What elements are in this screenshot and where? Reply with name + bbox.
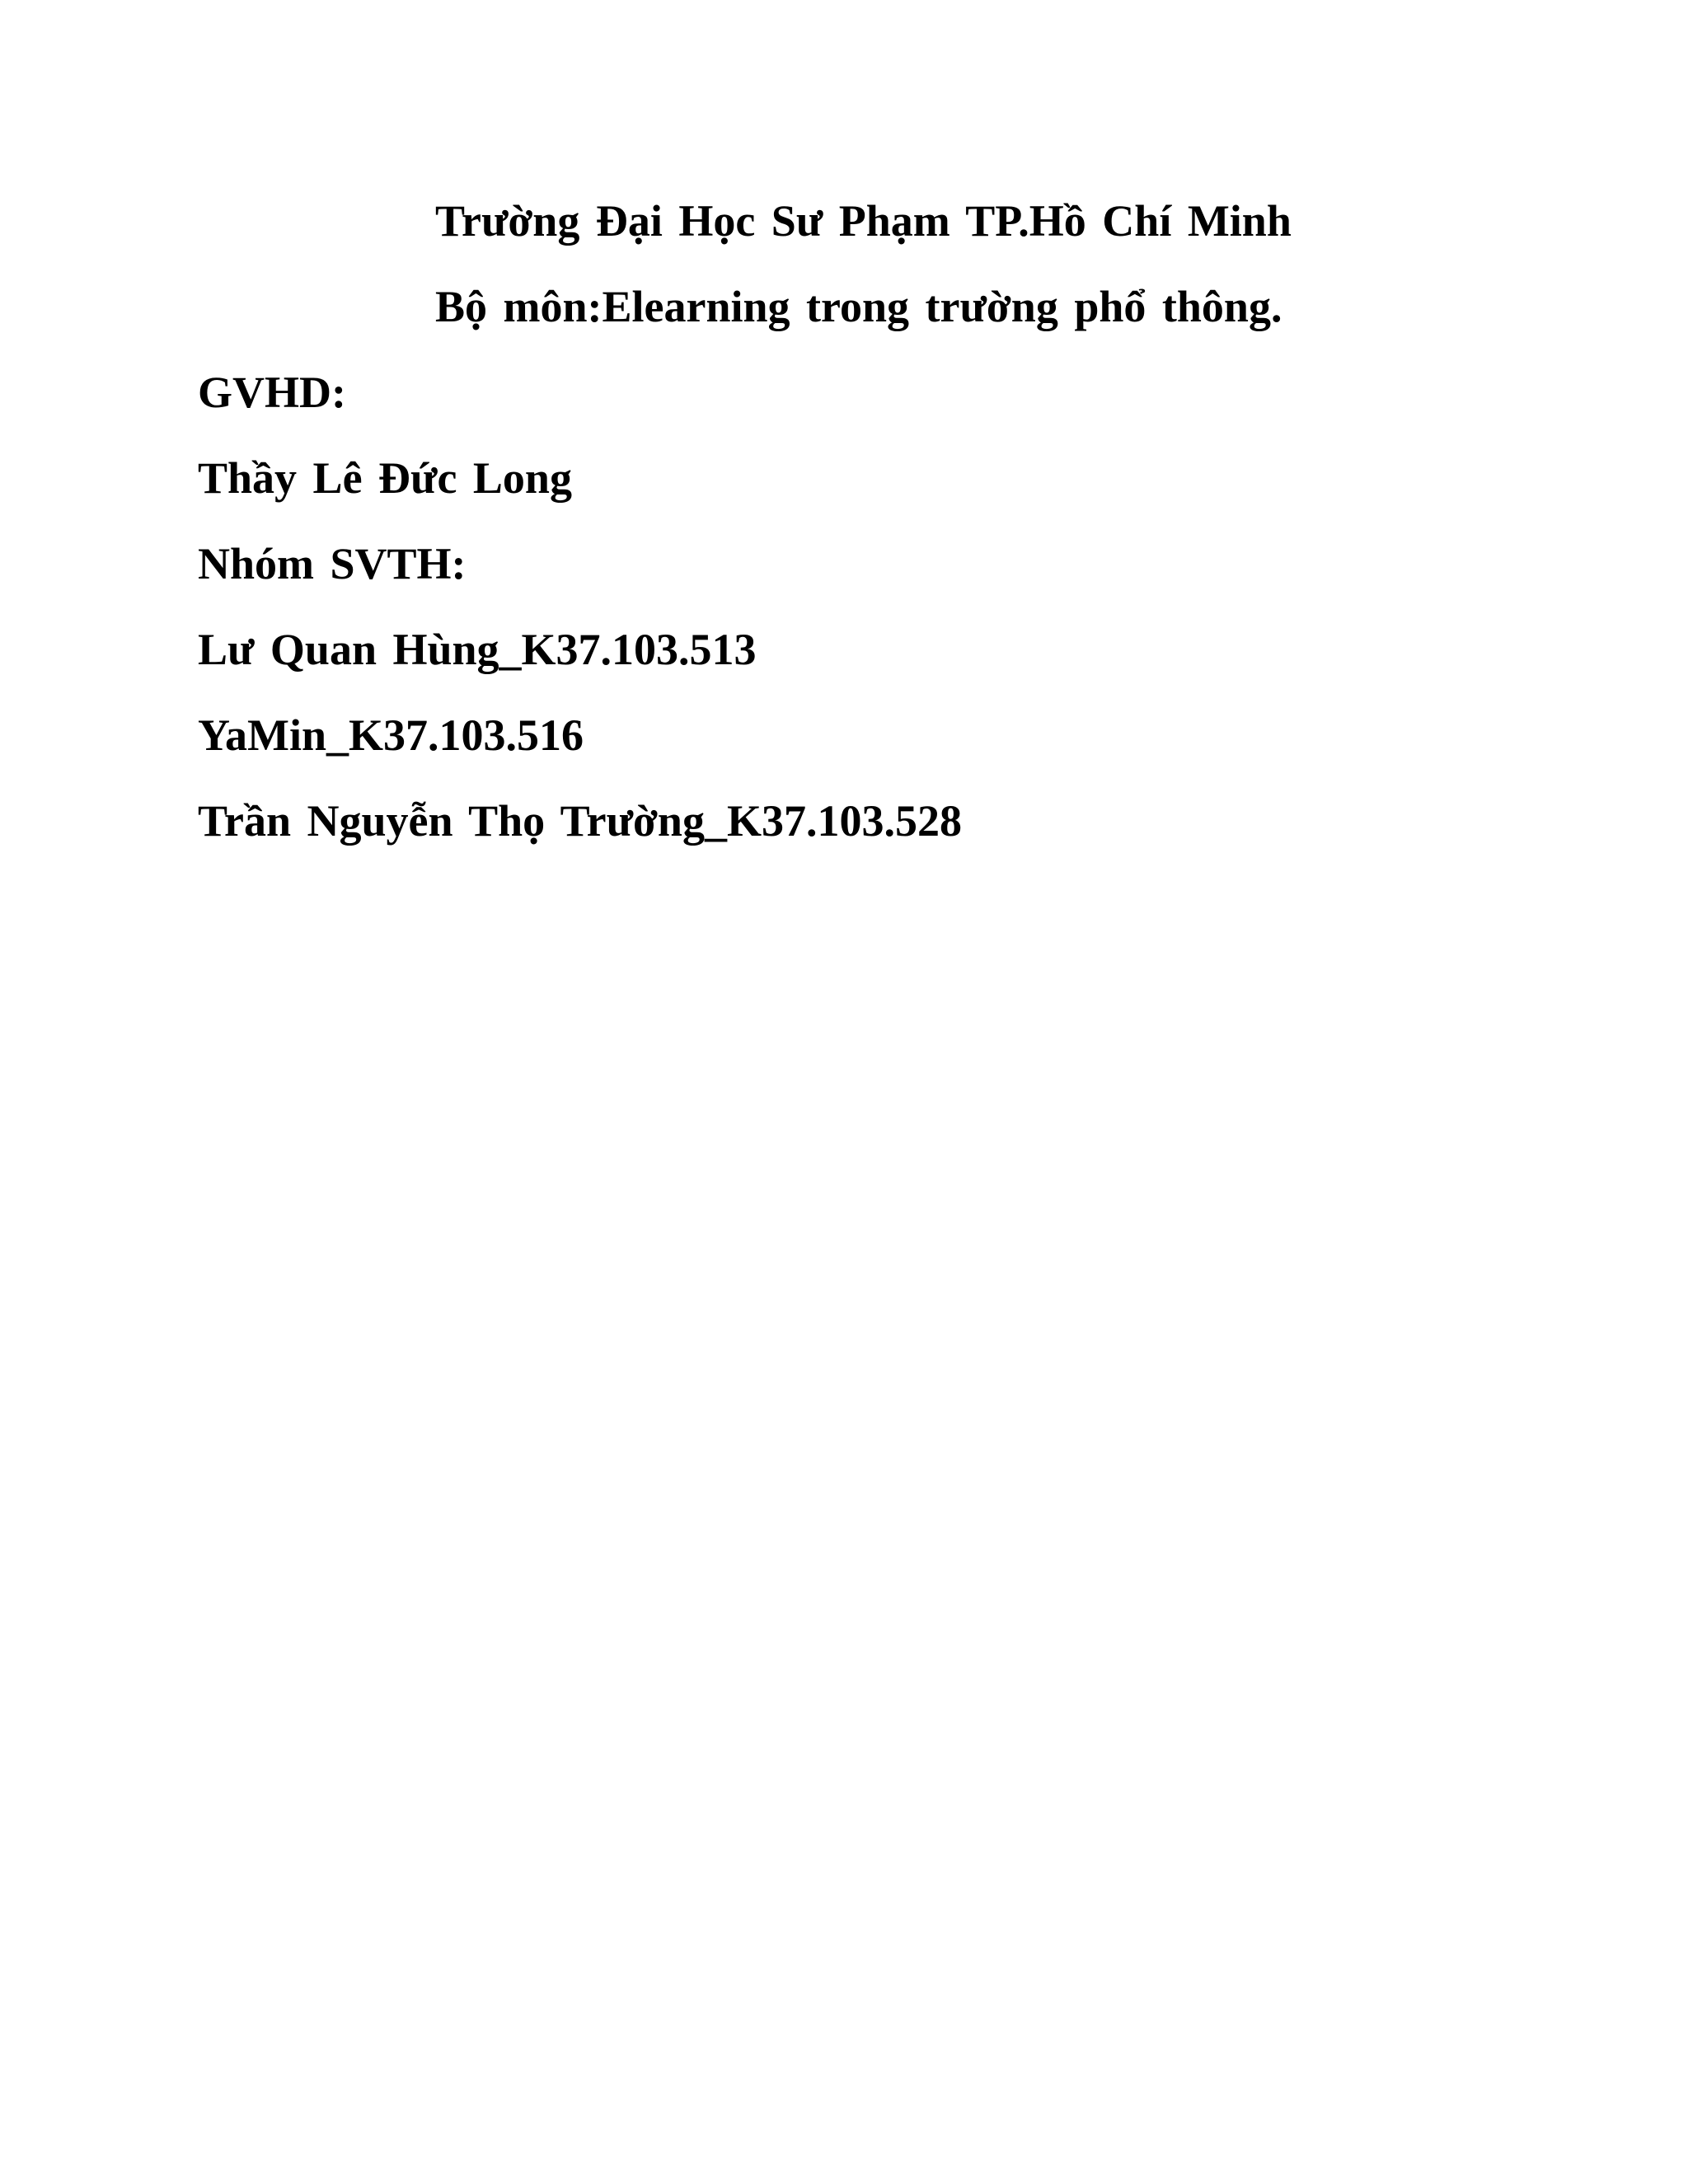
advisor-label: GVHD: [198, 368, 346, 417]
member-3: Trần Nguyễn Thọ Trường_K37.103.528 [198, 796, 962, 846]
advisor-name: Thầy Lê Đức Long [198, 453, 572, 503]
university-name: Trường Đại Học Sư Phạm TP.Hồ Chí Minh [435, 196, 1292, 246]
member-2: YaMin_K37.103.516 [198, 710, 584, 760]
group-label: Nhóm SVTH: [198, 539, 467, 588]
course-title: Bộ môn:Elearning trong trường phổ thông. [435, 282, 1282, 331]
member-1: Lư Quan Hùng_K37.103.513 [198, 625, 757, 674]
